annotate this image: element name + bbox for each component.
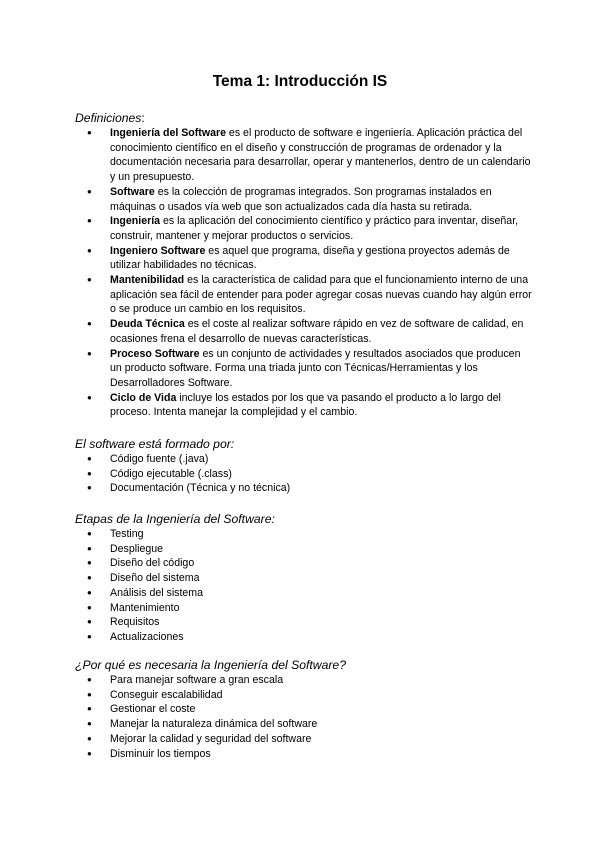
list-item: ● Conseguir escalabilidad	[75, 688, 535, 703]
etapas-heading: Etapas de la Ingeniería del Software:	[75, 512, 275, 526]
list-item: ● Software es la colección de programas integrados. Son programas instalados en máquinas o usados vía web que son actualizados cada día hasta su retirada.	[75, 185, 535, 214]
list-item: ● Testing	[75, 527, 535, 542]
list-item: ● Documentación (Técnica y no técnica)	[75, 481, 535, 496]
list-item: ● Deuda Técnica es el coste al realizar software rápido en vez de software de calidad, en ocasiones frena el desarrollo de nuevas características.	[75, 317, 535, 346]
definiciones-section	[75, 111, 535, 420]
formado-section	[75, 437, 535, 496]
definiciones-heading: Definiciones:	[75, 111, 145, 125]
etapas-list	[75, 527, 535, 645]
etapas-section	[75, 512, 535, 645]
list-item: ● Actualizaciones	[75, 630, 535, 645]
list-item: ● Ingeniero Software es aquel que programa, diseña y gestiona proyectos además de utilizar habilidades no técnicas.	[75, 244, 535, 273]
list-item: ● Código ejecutable (.class)	[75, 467, 535, 482]
list-item: ● Despliegue	[75, 542, 535, 557]
list-item: ● Análisis del sistema	[75, 586, 535, 601]
formado-list	[75, 452, 535, 496]
list-item: ● Mantenibilidad es la característica de calidad para que el funcionamiento interno de una aplicación sea fácil de entender para poder agregar cosas nuevas cuando hay algún error o se produce un cambio en los requisitos.	[75, 273, 535, 317]
list-item: ● Disminuir los tiempos	[75, 747, 535, 762]
list-item: ● Código fuente (.java)	[75, 452, 535, 467]
list-item: ● Manejar la naturaleza dinámica del software	[75, 717, 535, 732]
list-item: ● Ingeniería del Software es el producto de software e ingeniería. Aplicación práctica del conocimiento científico en el diseño y construcción de programas de ordenador y la documentación necesaria para desarrollar, operar y mantenerlos, dentro de un calendario y un presupuesto.	[75, 126, 535, 185]
porque-section	[75, 658, 535, 761]
list-item: ● Mejorar la calidad y seguridad del software	[75, 732, 535, 747]
list-item: ● Ciclo de Vida incluye los estados por los que va pasando el producto a lo largo del proceso. Intenta manejar la complejidad y el cambio.	[75, 391, 535, 420]
list-item: ● Requisitos	[75, 615, 535, 630]
porque-heading: ¿Por qué es necesaria la Ingeniería del Software?	[75, 658, 346, 672]
list-item: ● Proceso Software es un conjunto de actividades y resultados asociados que producen un producto software. Forma una triada junto con Técnicas/Herramientas y los Desarrolladores Software.	[75, 347, 535, 391]
definiciones-list	[75, 126, 535, 420]
list-item: ● Diseño del sistema	[75, 571, 535, 586]
list-item: ● Gestionar el coste	[75, 702, 535, 717]
porque-list	[75, 673, 535, 761]
list-item: ● Mantenimiento	[75, 601, 535, 616]
formado-heading: El software está formado por:	[75, 437, 235, 451]
list-item: ● Para manejar software a gran escala	[75, 673, 535, 688]
list-item: ● Diseño del código	[75, 556, 535, 571]
page-title: Tema 1: Introducción IS	[212, 73, 388, 90]
list-item: ● Ingeniería es la aplicación del conocimiento científico y práctico para inventar, diseñar, construir, mantener y mejorar productos o servicios.	[75, 214, 535, 243]
